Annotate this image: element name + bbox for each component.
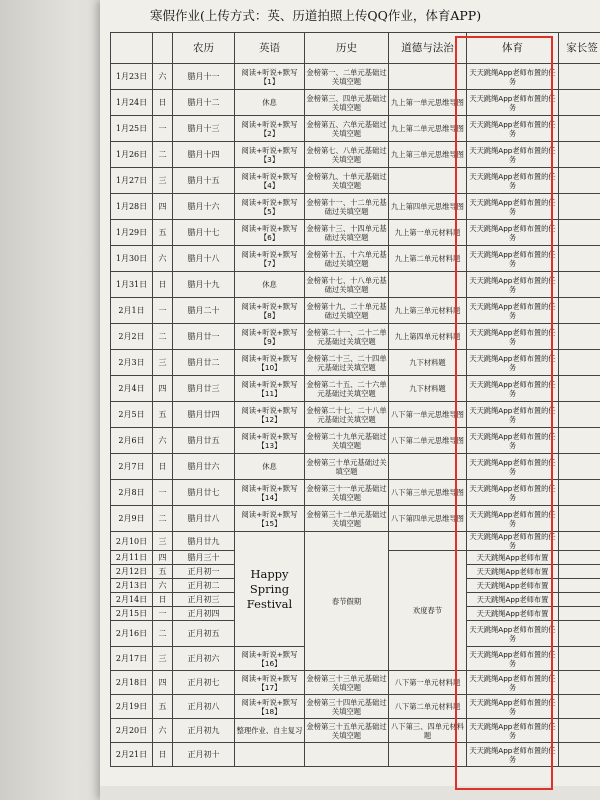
table-row — [111, 272, 600, 298]
weekday-cell: 三 — [153, 350, 173, 376]
table-row — [111, 116, 600, 142]
table-row — [111, 743, 600, 767]
weekday-cell: 六 — [153, 246, 173, 272]
english-cell: 休息 — [235, 454, 305, 480]
weekday-cell: 一 — [153, 480, 173, 506]
pe-cell: 天天跳绳App老师布置的任务 — [467, 142, 559, 168]
lunar-cell: 正月初九 — [173, 719, 235, 743]
english-cell: 阅读+听说+默写【11】 — [235, 376, 305, 402]
pe-cell: 天天跳绳App老师布置的任务 — [467, 743, 559, 767]
header-moral: 道德与法治 — [389, 33, 467, 64]
parent-sign-cell — [559, 298, 600, 324]
date-cell: 1月27日 — [111, 168, 153, 194]
date-cell: 2月14日 — [111, 593, 153, 607]
history-cell: 金榜第二十一、二十二单元基础过关填空题 — [305, 324, 389, 350]
header-weekday — [153, 33, 173, 64]
table-row — [111, 64, 600, 90]
moral-cell: 八下第一单元材料题 — [389, 671, 467, 695]
date-cell: 2月11日 — [111, 551, 153, 565]
pe-cell: 天天跳绳App老师布置的任务 — [467, 402, 559, 428]
date-cell: 1月29日 — [111, 220, 153, 246]
pe-cell: 天天跳绳App老师布置的任务 — [467, 116, 559, 142]
pe-cell: 天天跳绳App老师布置 — [467, 579, 559, 593]
pe-cell: 天天跳绳App老师布置的任务 — [467, 695, 559, 719]
festival-line: Happy — [250, 566, 289, 581]
weekday-cell: 二 — [153, 142, 173, 168]
parent-sign-cell — [559, 64, 600, 90]
lunar-cell: 腊月廿五 — [173, 428, 235, 454]
history-cell: 金榜第十五、十六单元基础过关填空题 — [305, 246, 389, 272]
history-cell — [305, 743, 389, 767]
lunar-cell: 正月初一 — [173, 565, 235, 579]
lunar-cell: 正月初二 — [173, 579, 235, 593]
table-header-row — [111, 33, 600, 64]
pe-cell: 天天跳绳App老师布置的任务 — [467, 64, 559, 90]
header-english: 英语 — [235, 33, 305, 64]
header-parent-sign: 家长签 — [559, 33, 600, 64]
homework-table — [110, 32, 600, 767]
weekday-cell: 六 — [153, 64, 173, 90]
english-cell: 阅读+听说+默写【14】 — [235, 480, 305, 506]
date-cell: 1月23日 — [111, 64, 153, 90]
english-cell: 阅读+听说+默写【8】 — [235, 298, 305, 324]
parent-sign-cell — [559, 695, 600, 719]
date-cell: 2月16日 — [111, 621, 153, 647]
english-cell: 阅读+听说+默写【9】 — [235, 324, 305, 350]
english-cell: 阅读+听说+默写【3】 — [235, 142, 305, 168]
date-cell: 2月12日 — [111, 565, 153, 579]
weekday-cell: 四 — [153, 376, 173, 402]
header-pe: 体育 — [467, 33, 559, 64]
festival-english-cell — [235, 532, 305, 647]
parent-sign-cell — [559, 116, 600, 142]
parent-sign-cell — [559, 376, 600, 402]
weekday-cell: 五 — [153, 565, 173, 579]
weekday-cell: 五 — [153, 220, 173, 246]
history-cell: 金榜第一、二单元基础过关填空题 — [305, 64, 389, 90]
history-cell: 金榜第十三、十四单元基础过关填空题 — [305, 220, 389, 246]
table-row — [111, 480, 600, 506]
lunar-cell: 腊月十四 — [173, 142, 235, 168]
table-row — [111, 695, 600, 719]
table-row — [111, 376, 600, 402]
moral-cell: 九下材料题 — [389, 350, 467, 376]
pe-cell: 天天跳绳App老师布置的任务 — [467, 532, 559, 551]
lunar-cell: 正月初八 — [173, 695, 235, 719]
english-cell: 休息 — [235, 272, 305, 298]
weekday-cell: 六 — [153, 579, 173, 593]
history-cell: 金榜第二十三、二十四单元基础过关填空题 — [305, 350, 389, 376]
table-row — [111, 246, 600, 272]
english-cell: 阅读+听说+默写【18】 — [235, 695, 305, 719]
english-cell: 阅读+听说+默写【17】 — [235, 671, 305, 695]
date-cell: 2月4日 — [111, 376, 153, 402]
parent-sign-cell — [559, 621, 600, 647]
history-cell: 金榜第九、十单元基础过关填空题 — [305, 168, 389, 194]
moral-cell: 九上第二单元材料题 — [389, 246, 467, 272]
lunar-cell: 腊月十九 — [173, 272, 235, 298]
table-row — [111, 671, 600, 695]
parent-sign-cell — [559, 647, 600, 671]
moral-cell: 九上第三单元材料题 — [389, 298, 467, 324]
header-lunar: 农历 — [173, 33, 235, 64]
parent-sign-cell — [559, 272, 600, 298]
parent-sign-cell — [559, 350, 600, 376]
lunar-cell: 腊月十二 — [173, 90, 235, 116]
header-history: 历史 — [305, 33, 389, 64]
weekday-cell: 三 — [153, 168, 173, 194]
parent-sign-cell — [559, 246, 600, 272]
date-cell: 2月19日 — [111, 695, 153, 719]
weekday-cell: 日 — [153, 272, 173, 298]
date-cell: 2月20日 — [111, 719, 153, 743]
weekday-cell: 日 — [153, 593, 173, 607]
history-cell: 金榜第三十三单元基础过关填空题 — [305, 671, 389, 695]
english-cell: 阅读+听说+默写【2】 — [235, 116, 305, 142]
history-cell: 金榜第二十七、二十八单元基础过关填空题 — [305, 402, 389, 428]
history-cell: 金榜第十九、二十单元基础过关填空题 — [305, 298, 389, 324]
weekday-cell: 二 — [153, 324, 173, 350]
pe-cell: 天天跳绳App老师布置的任务 — [467, 647, 559, 671]
festival-line: Festival — [246, 596, 293, 611]
parent-sign-cell — [559, 593, 600, 607]
parent-sign-cell — [559, 480, 600, 506]
date-cell: 2月17日 — [111, 647, 153, 671]
lunar-cell: 腊月十七 — [173, 220, 235, 246]
lunar-cell: 正月初七 — [173, 671, 235, 695]
date-cell: 2月9日 — [111, 506, 153, 532]
history-cell: 金榜第三、四单元基础过关填空题 — [305, 90, 389, 116]
lunar-cell: 正月初四 — [173, 607, 235, 621]
moral-cell: 八下第二单元材料题 — [389, 695, 467, 719]
moral-cell — [389, 272, 467, 298]
history-cell: 金榜第二十五、二十六单元基础过关填空题 — [305, 376, 389, 402]
moral-cell: 八下第二单元思维导图 — [389, 428, 467, 454]
lunar-cell: 腊月十八 — [173, 246, 235, 272]
english-cell: 休息 — [235, 90, 305, 116]
english-cell: 阅读+听说+默写【7】 — [235, 246, 305, 272]
festival-line: Spring — [249, 581, 290, 596]
pe-cell: 天天跳绳App老师布置的任务 — [467, 621, 559, 647]
weekday-cell: 四 — [153, 671, 173, 695]
weekday-cell: 五 — [153, 402, 173, 428]
pe-cell: 天天跳绳App老师布置的任务 — [467, 168, 559, 194]
parent-sign-cell — [559, 506, 600, 532]
lunar-cell: 腊月廿六 — [173, 454, 235, 480]
date-cell: 2月10日 — [111, 532, 153, 551]
weekday-cell: 日 — [153, 454, 173, 480]
pe-cell: 天天跳绳App老师布置 — [467, 565, 559, 579]
moral-cell — [389, 743, 467, 767]
lunar-cell: 正月初六 — [173, 647, 235, 671]
history-cell: 金榜第三十四单元基础过关填空题 — [305, 695, 389, 719]
history-cell: 金榜第三十五单元基础过关填空题 — [305, 719, 389, 743]
pe-cell: 天天跳绳App老师布置 — [467, 607, 559, 621]
history-cell: 金榜第十七、十八单元基础过关填空题 — [305, 272, 389, 298]
moral-cell — [389, 168, 467, 194]
parent-sign-cell — [559, 142, 600, 168]
moral-cell — [389, 454, 467, 480]
date-cell: 2月18日 — [111, 671, 153, 695]
table-row — [111, 298, 600, 324]
lunar-cell: 腊月十三 — [173, 116, 235, 142]
weekday-cell: 日 — [153, 743, 173, 767]
parent-sign-cell — [559, 168, 600, 194]
history-cell: 金榜第二十九单元基础过关填空题 — [305, 428, 389, 454]
table-row — [111, 194, 600, 220]
pe-cell: 天天跳绳App老师布置的任务 — [467, 90, 559, 116]
table-row — [111, 350, 600, 376]
festival-history-cell: 春节假期 — [305, 532, 389, 671]
table-row — [111, 428, 600, 454]
weekday-cell: 二 — [153, 621, 173, 647]
lunar-cell: 腊月廿一 — [173, 324, 235, 350]
document-title: 寒假作业(上传方式：英、历道拍照上传QQ作业，体育APP) — [150, 8, 482, 23]
lunar-cell: 腊月廿八 — [173, 506, 235, 532]
weekday-cell: 四 — [153, 551, 173, 565]
english-cell: 阅读+听说+默写【5】 — [235, 194, 305, 220]
pe-cell: 天天跳绳App老师布置的任务 — [467, 350, 559, 376]
weekday-cell: 一 — [153, 607, 173, 621]
festival-moral-cell: 欢度春节 — [389, 551, 467, 671]
table-row — [111, 532, 600, 551]
moral-cell: 九上第三单元思维导图 — [389, 142, 467, 168]
date-cell: 2月1日 — [111, 298, 153, 324]
parent-sign-cell — [559, 743, 600, 767]
pe-cell: 天天跳绳App老师布置 — [467, 593, 559, 607]
lunar-cell: 腊月二十 — [173, 298, 235, 324]
lunar-cell: 腊月十六 — [173, 194, 235, 220]
pe-cell: 天天跳绳App老师布置的任务 — [467, 194, 559, 220]
lunar-cell: 腊月廿二 — [173, 350, 235, 376]
parent-sign-cell — [559, 551, 600, 565]
pe-cell: 天天跳绳App老师布置的任务 — [467, 246, 559, 272]
lunar-cell: 正月初三 — [173, 593, 235, 607]
parent-sign-cell — [559, 565, 600, 579]
weekday-cell: 一 — [153, 298, 173, 324]
english-cell: 整理作业、自主复习 — [235, 719, 305, 743]
header-date — [111, 33, 153, 64]
moral-cell: 八下第一单元思维导图 — [389, 402, 467, 428]
pe-cell: 天天跳绳App老师布置的任务 — [467, 506, 559, 532]
weekday-cell: 三 — [153, 532, 173, 551]
table-row — [111, 454, 600, 480]
date-cell: 2月7日 — [111, 454, 153, 480]
parent-sign-cell — [559, 428, 600, 454]
pe-cell: 天天跳绳App老师布置的任务 — [467, 454, 559, 480]
table-row — [111, 506, 600, 532]
parent-sign-cell — [559, 719, 600, 743]
date-cell: 2月15日 — [111, 607, 153, 621]
table-row — [111, 142, 600, 168]
lunar-cell: 腊月廿九 — [173, 532, 235, 551]
parent-sign-cell — [559, 454, 600, 480]
lunar-cell: 腊月廿七 — [173, 480, 235, 506]
table-row — [111, 220, 600, 246]
lunar-cell: 正月初十 — [173, 743, 235, 767]
parent-sign-cell — [559, 402, 600, 428]
weekday-cell: 二 — [153, 506, 173, 532]
english-cell: 阅读+听说+默写【1】 — [235, 64, 305, 90]
english-cell: 阅读+听说+默写【10】 — [235, 350, 305, 376]
english-cell: 阅读+听说+默写【6】 — [235, 220, 305, 246]
moral-cell — [389, 532, 467, 551]
date-cell: 1月24日 — [111, 90, 153, 116]
english-cell: 阅读+听说+默写【15】 — [235, 506, 305, 532]
moral-cell: 九上第二单元思维导图 — [389, 116, 467, 142]
moral-cell: 八下第三单元思维导图 — [389, 480, 467, 506]
date-cell: 1月26日 — [111, 142, 153, 168]
weekday-cell: 一 — [153, 116, 173, 142]
date-cell: 2月2日 — [111, 324, 153, 350]
pe-cell: 天天跳绳App老师布置的任务 — [467, 671, 559, 695]
lunar-cell: 腊月三十 — [173, 551, 235, 565]
moral-cell: 九上第一单元材料题 — [389, 220, 467, 246]
parent-sign-cell — [559, 607, 600, 621]
lunar-cell: 腊月廿三 — [173, 376, 235, 402]
weekday-cell: 三 — [153, 647, 173, 671]
moral-cell: 九下材料题 — [389, 376, 467, 402]
pe-cell: 天天跳绳App老师布置 — [467, 551, 559, 565]
pe-cell: 天天跳绳App老师布置的任务 — [467, 480, 559, 506]
moral-cell: 八下第四单元思维导图 — [389, 506, 467, 532]
date-cell: 2月3日 — [111, 350, 153, 376]
date-cell: 1月31日 — [111, 272, 153, 298]
english-cell: 阅读+听说+默写【4】 — [235, 168, 305, 194]
weekday-cell: 六 — [153, 719, 173, 743]
parent-sign-cell — [559, 194, 600, 220]
lunar-cell: 正月初五 — [173, 621, 235, 647]
lunar-cell: 腊月十五 — [173, 168, 235, 194]
weekday-cell: 四 — [153, 194, 173, 220]
pe-cell: 天天跳绳App老师布置的任务 — [467, 376, 559, 402]
date-cell: 1月25日 — [111, 116, 153, 142]
weekday-cell: 六 — [153, 428, 173, 454]
pe-cell: 天天跳绳App老师布置的任务 — [467, 220, 559, 246]
weekday-cell: 五 — [153, 695, 173, 719]
table-row — [111, 402, 600, 428]
history-cell: 金榜第五、六单元基础过关填空题 — [305, 116, 389, 142]
history-cell: 金榜第三十一单元基础过关填空题 — [305, 480, 389, 506]
date-cell: 2月13日 — [111, 579, 153, 593]
history-cell: 金榜第三十二单元基础过关填空题 — [305, 506, 389, 532]
pe-cell: 天天跳绳App老师布置的任务 — [467, 298, 559, 324]
parent-sign-cell — [559, 90, 600, 116]
date-cell: 1月30日 — [111, 246, 153, 272]
moral-cell: 九上第四单元材料题 — [389, 324, 467, 350]
page-bottom — [100, 786, 600, 800]
english-cell: 阅读+听说+默写【13】 — [235, 428, 305, 454]
history-cell: 金榜第三十单元基础过关填空题 — [305, 454, 389, 480]
parent-sign-cell — [559, 579, 600, 593]
date-cell: 2月8日 — [111, 480, 153, 506]
lunar-cell: 腊月廿四 — [173, 402, 235, 428]
moral-cell — [389, 64, 467, 90]
table-row — [111, 168, 600, 194]
parent-sign-cell — [559, 324, 600, 350]
pe-cell: 天天跳绳App老师布置的任务 — [467, 428, 559, 454]
history-cell: 金榜第十一、十二单元基础过关填空题 — [305, 194, 389, 220]
date-cell: 2月5日 — [111, 402, 153, 428]
pe-cell: 天天跳绳App老师布置的任务 — [467, 324, 559, 350]
table-row — [111, 719, 600, 743]
parent-sign-cell — [559, 220, 600, 246]
pe-cell: 天天跳绳App老师布置的任务 — [467, 719, 559, 743]
parent-sign-cell — [559, 671, 600, 695]
table-row — [111, 90, 600, 116]
pe-cell: 天天跳绳App老师布置的任务 — [467, 272, 559, 298]
english-cell: 阅读+听说+默写【12】 — [235, 402, 305, 428]
lunar-cell: 腊月十一 — [173, 64, 235, 90]
parent-sign-cell — [559, 532, 600, 551]
history-cell: 金榜第七、八单元基础过关填空题 — [305, 142, 389, 168]
english-cell — [235, 743, 305, 767]
moral-cell: 八下第三、四单元材料题 — [389, 719, 467, 743]
moral-cell: 九上第四单元思维导图 — [389, 194, 467, 220]
weekday-cell: 日 — [153, 90, 173, 116]
date-cell: 2月6日 — [111, 428, 153, 454]
date-cell: 1月28日 — [111, 194, 153, 220]
english-cell: 阅读+听说+默写【16】 — [235, 647, 305, 671]
date-cell: 2月21日 — [111, 743, 153, 767]
table-row — [111, 324, 600, 350]
moral-cell: 九上第一单元思维导图 — [389, 90, 467, 116]
